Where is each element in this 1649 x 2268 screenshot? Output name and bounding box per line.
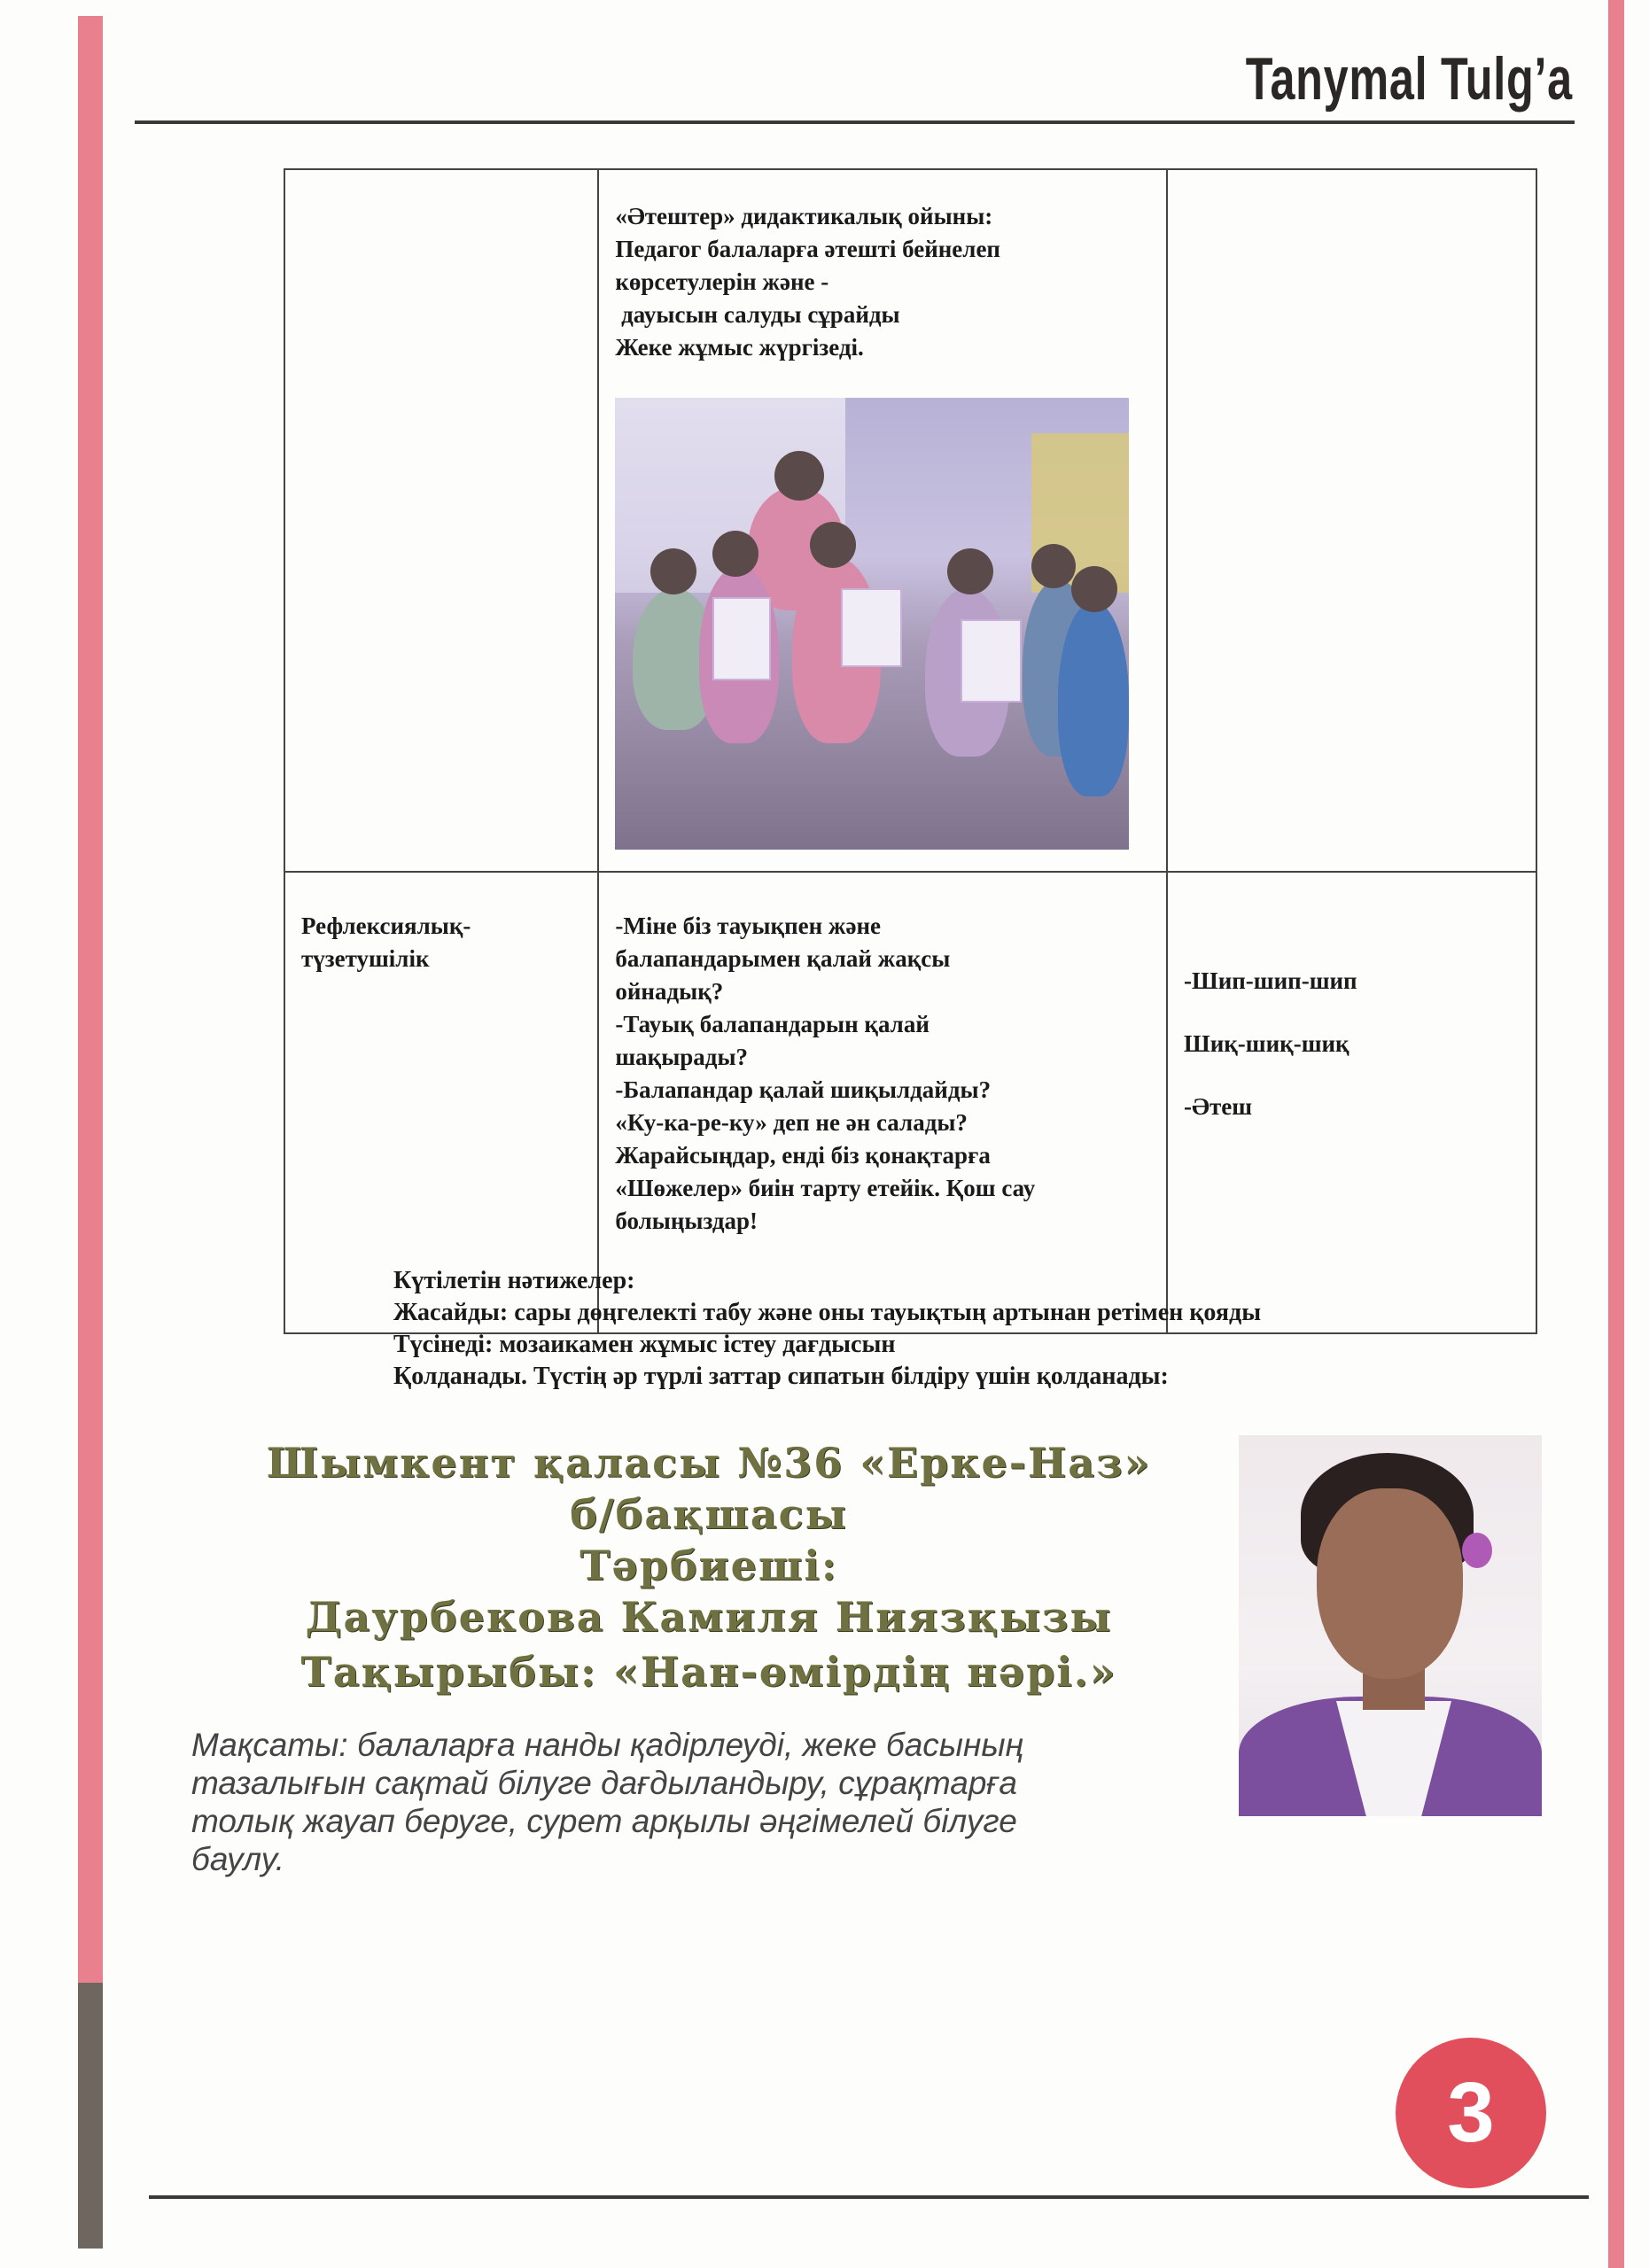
- cell-line: дауысын салуды сұрайды: [615, 301, 900, 328]
- goal-line: тазалығын сақтай білуге дағдыландыру, сұрақтарға: [191, 1765, 1017, 1801]
- goal-line: толық жауап беруге, сурет арқылы әңгімелей білуге: [191, 1803, 1017, 1839]
- cell-line: -Шип-шип-шип: [1184, 967, 1357, 994]
- cell-line: «Шөжелер» биін тарту етейік. Қош сау: [615, 1175, 1036, 1201]
- cell-line: Педагог балаларға әтешті бейнелеп: [615, 236, 1000, 262]
- right-accent-bar: [1608, 0, 1624, 2268]
- expected-results-line: Жасайды: сары дөңгелекті табу және оны тауықтың артынан ретімен қояды: [393, 1299, 1262, 1326]
- kindergarten-name: Шымкент қаласы №36 «Ерке-Наз»: [266, 1439, 1152, 1487]
- cell-line: «Әтештер» дидактикалық ойыны:: [615, 203, 993, 229]
- table-cell-response: [1167, 872, 1536, 1333]
- magazine-title: Tanymal Tulg’a: [1245, 45, 1573, 113]
- cell-line: -Әтеш: [1184, 1093, 1253, 1120]
- goal-line: баулу.: [191, 1841, 285, 1877]
- page-number-badge: 3: [1396, 2038, 1546, 2188]
- teacher-name: Даурбекова Камиля Ниязқызы: [305, 1593, 1113, 1641]
- cell-line: балапандарымен қалай жақсы: [615, 945, 951, 972]
- table-row: [284, 872, 1536, 1333]
- teacher-label: Тәрбиеші:: [579, 1542, 838, 1589]
- table-cell-activity: [598, 169, 1167, 872]
- cell-line: Жарайсыңдар, енді біз қонақтарға: [615, 1142, 991, 1169]
- cell-line: -Балапандар қалай шиқылдайды?: [615, 1076, 992, 1103]
- lesson-goal: [191, 1726, 1219, 1878]
- table-cell-stage: [284, 872, 598, 1333]
- cell-line: Жеке жұмыс жүргізеді.: [615, 334, 864, 361]
- table-cell-activity: [598, 872, 1167, 1333]
- table-cell-response: [1167, 169, 1536, 872]
- kindergarten-type: б/бақшасы: [570, 1490, 848, 1538]
- lesson-table: [284, 168, 1537, 1334]
- cell-line: «Ку-ка-ре-ку» деп не ән салады?: [615, 1109, 968, 1136]
- expected-results-heading: Күтілетін нәтижелер:: [393, 1267, 635, 1294]
- left-accent-bar: [78, 16, 103, 1983]
- cell-line: ойнадық?: [615, 978, 724, 1005]
- teacher-portrait: [1239, 1435, 1542, 1816]
- cell-line: шақырады?: [615, 1044, 749, 1070]
- expected-results-line: Қолданады. Түстің әр түрлі заттар сипатын білдіру үшін қолданады:: [393, 1363, 1169, 1390]
- cell-line: -Тауық балапандарын қалай: [615, 1011, 930, 1037]
- classroom-photo: [615, 398, 1129, 850]
- lesson-topic: Тақырыбы: «Нан-өмірдің нәрі.»: [300, 1648, 1117, 1696]
- table-cell-stage: [284, 169, 598, 872]
- header-divider: [135, 120, 1575, 124]
- cell-line: көрсетулерін және -: [615, 268, 829, 295]
- goal-line: Мақсаты: балаларға нанды қадірлеуді, жеке басының: [191, 1727, 1023, 1763]
- cell-line: Рефлексиялық-: [301, 913, 471, 939]
- cell-line: -Міне біз тауықпен және: [615, 913, 882, 939]
- cell-line: Шиқ-шиқ-шиқ: [1184, 1030, 1350, 1057]
- author-block: [230, 1437, 1187, 1643]
- table-row: [284, 169, 1536, 872]
- cell-line: түзетушілік: [301, 945, 430, 972]
- cell-line: болыңыздар!: [615, 1208, 758, 1234]
- expected-results-line: Түсінеді: мозаикамен жұмыс істеу дағдысын: [393, 1331, 896, 1358]
- left-accent-bar-bottom: [78, 1983, 103, 2249]
- footer-divider: [149, 2195, 1589, 2199]
- expected-results: [393, 1265, 1261, 1393]
